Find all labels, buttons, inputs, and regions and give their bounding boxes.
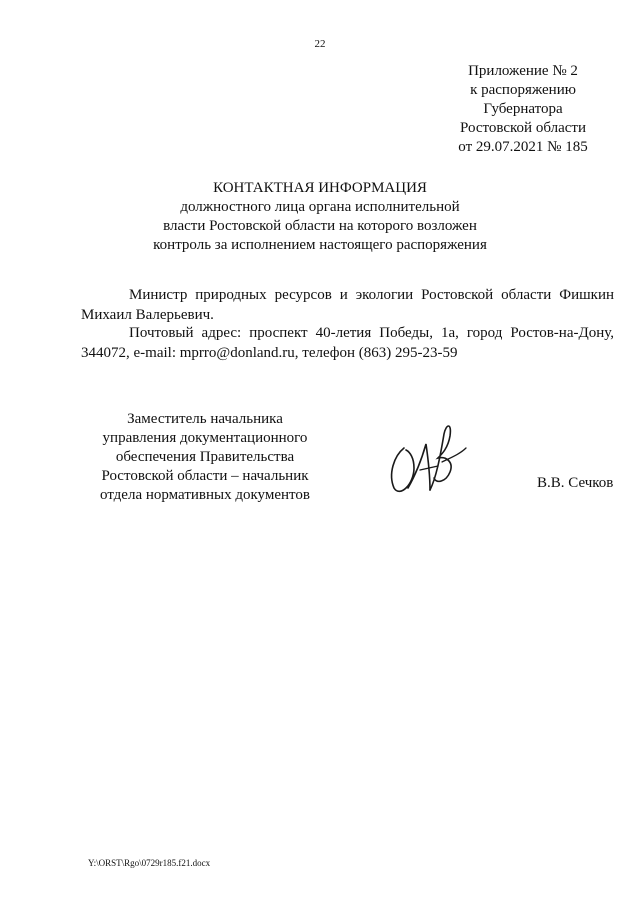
document-heading	[0, 179, 640, 255]
address-paragraph	[81, 324, 614, 363]
file-path-footer: Y:\ORST\Rgo\0729r185.f21.docx	[88, 858, 211, 868]
heading-line: должностного лица органа исполнительной	[180, 199, 460, 215]
heading-line: контроль за исполнением настоящего распоряжения	[153, 237, 487, 253]
official-paragraph	[81, 286, 614, 325]
appendix-line: к распоряжению	[470, 82, 576, 98]
appendix-line: Ростовской области	[460, 120, 586, 136]
appendix-line: от 29.07.2021 № 185	[458, 139, 588, 155]
appendix-line: Губернатора	[483, 101, 563, 117]
official-line: Михаил Валерьевич.	[81, 306, 214, 323]
page-number: 22	[314, 38, 326, 50]
address-line: 344072, e-mail: mprro@donland.ru, телефон (863) 295-23-59	[81, 344, 458, 361]
position-line: обеспечения Правительства	[115, 449, 295, 465]
signatory-position	[86, 410, 324, 505]
heading-line: власти Ростовской области на которого возложен	[163, 218, 477, 234]
official-line: Министр природных ресурсов и экологии Ростовской области Фишкин	[129, 287, 614, 303]
signatory-name: В.В. Сечков	[537, 475, 614, 491]
address-line: Почтовый адрес: проспект 40-летия Победы, 1а, город Ростов-на-Дону,	[129, 325, 614, 341]
appendix-reference	[432, 62, 614, 157]
document-title: КОНТАКТНАЯ ИНФОРМАЦИЯ	[213, 180, 427, 196]
position-line: отдела нормативных документов	[100, 487, 310, 503]
handwritten-signature	[380, 418, 470, 498]
position-line: Заместитель начальника	[127, 411, 283, 427]
position-line: управления документационного	[102, 430, 308, 446]
appendix-line: Приложение № 2	[468, 63, 578, 79]
position-line: Ростовской области – начальник	[101, 468, 309, 484]
